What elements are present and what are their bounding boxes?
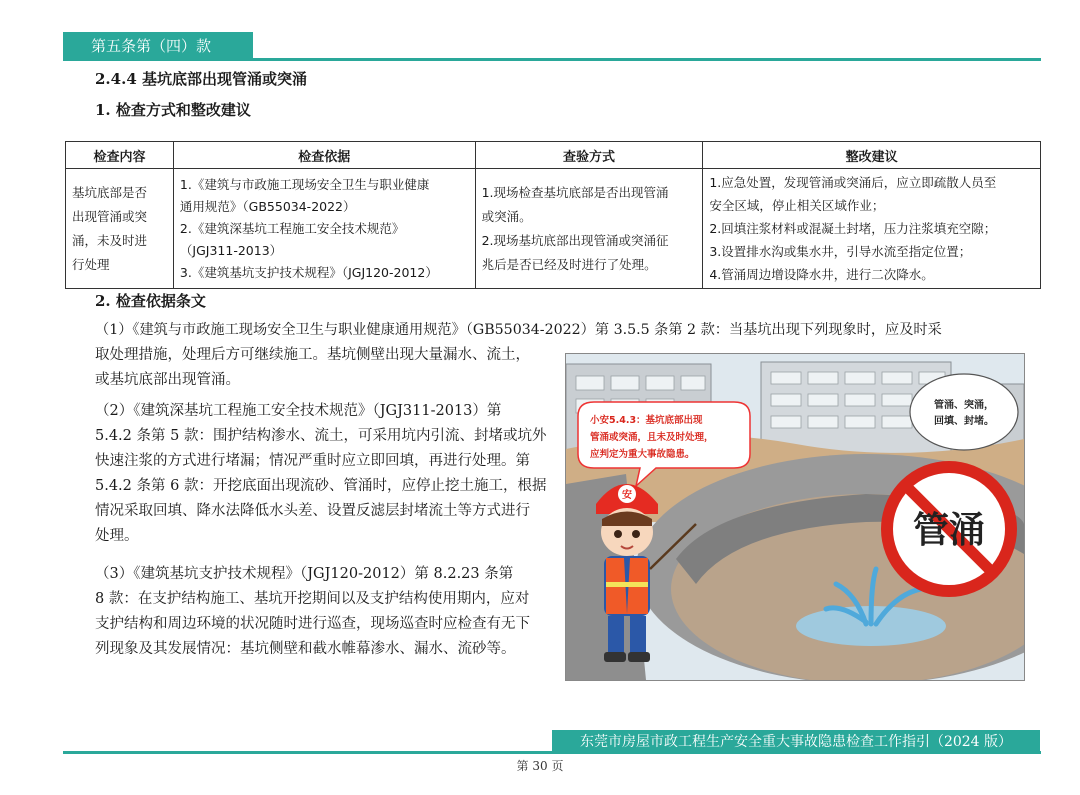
bubble-left-line: 管涌或突涌，且未及时处理， bbox=[590, 432, 714, 443]
bubble-left-line: 小安5.4.3：基坑底部出现 bbox=[590, 415, 703, 426]
suggestion-line: 3.设置排水沟或集水井，引导水流至指定位置； bbox=[709, 244, 972, 259]
sign-text: 管涌 bbox=[912, 510, 986, 551]
section-title: 2.4.4 基坑底部出现管涌或突涌 bbox=[95, 70, 307, 88]
table-row bbox=[66, 169, 1041, 289]
header-content: 检查内容 bbox=[66, 142, 174, 169]
content-line: 涌，未及时进 bbox=[72, 232, 148, 248]
suggestion-line: 安全区域，停止相关区域作业； bbox=[709, 198, 885, 213]
prohibition-sign-icon bbox=[887, 467, 1011, 591]
speech-bubble-right bbox=[910, 374, 1018, 450]
clause-3-line-4: 列现象及其发展情况：基坑侧壁和截水帷幕渗水、漏水、流砂等。 bbox=[95, 641, 516, 657]
bubble-right-line: 回填、封堵。 bbox=[934, 416, 994, 427]
clause-3-line-3: 支护结构和周边环境的状况随时进行巡查，现场巡查时应检查有无下 bbox=[95, 616, 530, 632]
bubble-right-line: 管涌、突涌， bbox=[934, 400, 994, 411]
header-method: 查验方式 bbox=[475, 142, 703, 169]
clause-2-line-3: 快速注浆的方式进行堵漏；情况严重时应立即回填，再进行处理。第 bbox=[95, 453, 530, 469]
suggestion-line: 1.应急处置，发现管涌或突涌后，应立即疏散人员至 bbox=[709, 175, 997, 190]
header-basis: 检查依据 bbox=[173, 142, 475, 169]
method-line: 1.现场检查基坑底部是否出现管涌 bbox=[481, 184, 669, 200]
footer-rule bbox=[63, 751, 1041, 754]
content-line: 行处理 bbox=[72, 256, 110, 272]
subsection-title-2: 2. 检查依据条文 bbox=[95, 292, 206, 310]
method-line: 2.现场基坑底部出现管涌或突涌征 bbox=[481, 232, 669, 248]
basis-line: 通用规范》（GB55034-2022） bbox=[179, 198, 356, 214]
basis-line: （JGJ311-2013） bbox=[179, 242, 283, 258]
footer-title: 东莞市房屋市政工程生产安全重大事故隐患检查工作指引（2024 版） bbox=[552, 730, 1040, 754]
suggestion-line: 2.回填注浆材料或混凝土封堵，压力注浆填充空隙； bbox=[709, 221, 997, 236]
method-line: 兆后是否已经及时进行了处理。 bbox=[481, 256, 657, 272]
page-number: 第 30 页 bbox=[516, 759, 564, 773]
content-line: 基坑底部是否 bbox=[72, 184, 148, 200]
basis-line: 3.《建筑基坑支护技术规程》（JGJ120-2012） bbox=[179, 264, 438, 280]
safety-illustration bbox=[565, 353, 1025, 681]
clause-2-line-5: 情况采取回填、降水法降低水头差、设置反滤层封堵流土等方式进行 bbox=[95, 503, 530, 519]
clause-2-line-4: 5.4.2 条第 6 款：开挖底面出现流砂、管涌时，应停止挖土施工，根据 bbox=[95, 478, 547, 494]
bubble-left-line: 应判定为重大事故隐患。 bbox=[590, 449, 695, 460]
clause-3-line-2: 8 款：在支护结构施工、基坑开挖期间以及支护结构使用期内，应对 bbox=[95, 591, 530, 607]
clause-1-line-1: （1）《建筑与市政施工现场安全卫生与职业健康通用规范》（GB55034-2022）第 3.5.5 条第 2 款：当基坑出现下列现象时，应及时采 bbox=[95, 322, 942, 338]
basis-line: 2.《建筑深基坑工程施工安全技术规范》 bbox=[179, 220, 405, 236]
chapter-tab: 第五条第（四）款 bbox=[63, 32, 253, 60]
header-rule bbox=[63, 58, 1041, 61]
content-line: 出现管涌或突 bbox=[72, 208, 148, 224]
clause-2-line-2: 5.4.2 条第 5 款：围护结构渗水、流土，可采用坑内引流、封堵或坑外 bbox=[95, 428, 547, 444]
cell-content bbox=[66, 169, 174, 289]
basis-line: 1.《建筑与市政施工现场安全卫生与职业健康 bbox=[179, 176, 430, 192]
clause-1-line-3: 或基坑底部出现管涌。 bbox=[95, 372, 240, 388]
cell-basis bbox=[173, 169, 475, 289]
clause-3-line-1: （3）《建筑基坑支护技术规程》（JGJ120-2012）第 8.2.23 条第 bbox=[95, 566, 514, 582]
table-header-row bbox=[66, 142, 1041, 169]
cell-suggestion bbox=[703, 169, 1041, 289]
header-suggestion: 整改建议 bbox=[703, 142, 1041, 169]
clause-2-line-6: 处理。 bbox=[95, 528, 139, 544]
cell-method bbox=[475, 169, 703, 289]
illustration-svg bbox=[566, 354, 1024, 680]
inspection-table bbox=[65, 141, 1041, 289]
clause-1-line-2: 取处理措施，处理后方可继续施工。基坑侧壁出现大量漏水、流土， bbox=[95, 347, 530, 363]
subsection-title-1: 1. 检查方式和整改建议 bbox=[95, 101, 251, 119]
clause-2-line-1: （2）《建筑深基坑工程施工安全技术规范》（JGJ311-2013）第 bbox=[95, 403, 502, 419]
method-line: 或突涌。 bbox=[481, 208, 532, 224]
helmet-label: 安 bbox=[622, 490, 632, 501]
suggestion-line: 4.管涌周边增设降水井，进行二次降水。 bbox=[709, 267, 934, 282]
